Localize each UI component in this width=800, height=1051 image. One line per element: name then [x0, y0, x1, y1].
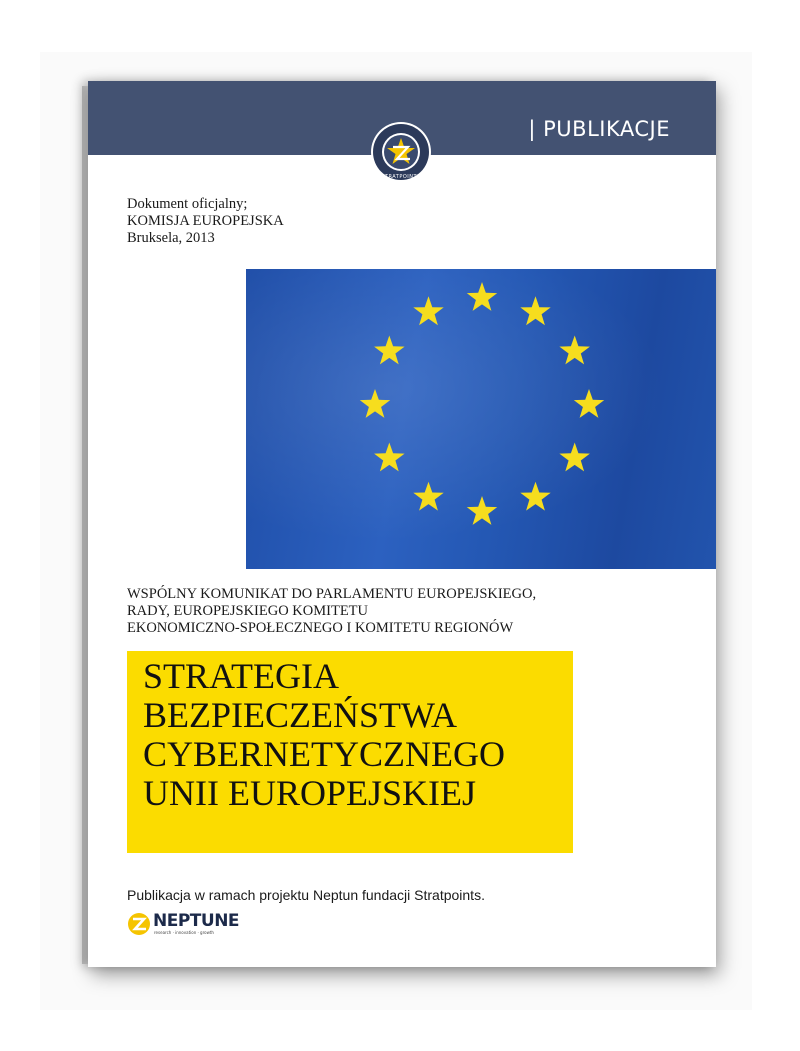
document-title: [143, 657, 505, 813]
communique-heading: [127, 586, 536, 637]
communique-line-3: EKONOMICZNO-SPOŁECZNEGO I KOMITETU REGIONÓW: [127, 620, 514, 636]
eu-flag-stars: [246, 269, 716, 569]
communique-line-2: RADY, EUROPEJSKIEGO KOMITETU: [127, 603, 368, 619]
neptune-name: NEPTUNE: [153, 911, 240, 931]
flag-star-icon: [374, 336, 405, 365]
logo-ring-text: STRATPOINTS: [381, 174, 421, 180]
doc-issuer: KOMISJA EUROPEJSKA: [127, 213, 284, 229]
title-box: [127, 651, 573, 853]
flag-star-icon: [467, 496, 497, 525]
document-info: [127, 196, 284, 247]
publication-note: Publikacja w ramach projektu Neptun fundacji Stratpoints.: [127, 887, 485, 903]
title-line-3: CYBERNETYCZNEGO: [143, 734, 505, 774]
flag-star-icon: [467, 282, 497, 311]
eu-flag-image: [246, 269, 716, 569]
doc-type: Dokument oficjalny;: [127, 196, 248, 212]
neptune-tagline: research · innovation · growth: [154, 930, 214, 935]
flag-star-icon: [559, 336, 590, 365]
stratpoints-logo-icon: [370, 121, 432, 183]
title-line-2: BEZPIECZEŃSTWA: [143, 695, 457, 735]
title-line-4: UNII EUROPEJSKIEJ: [143, 773, 476, 813]
neptune-brand: [127, 911, 267, 941]
flag-star-icon: [520, 296, 550, 325]
flag-star-icon: [559, 443, 590, 472]
flag-star-icon: [360, 389, 390, 418]
flag-star-icon: [374, 443, 405, 472]
flag-star-icon: [413, 482, 443, 511]
publication-cover: [88, 81, 716, 967]
publications-label: | PUBLIKACJE: [528, 117, 670, 141]
neptune-logo-icon: [127, 911, 153, 937]
doc-place-date: Bruksela, 2013: [127, 230, 215, 246]
communique-line-1: WSPÓLNY KOMUNIKAT DO PARLAMENTU EUROPEJSKIEGO,: [127, 586, 537, 602]
flag-star-icon: [574, 389, 604, 418]
flag-star-icon: [413, 296, 443, 325]
flag-star-icon: [520, 482, 550, 511]
title-line-1: STRATEGIA: [143, 656, 339, 696]
